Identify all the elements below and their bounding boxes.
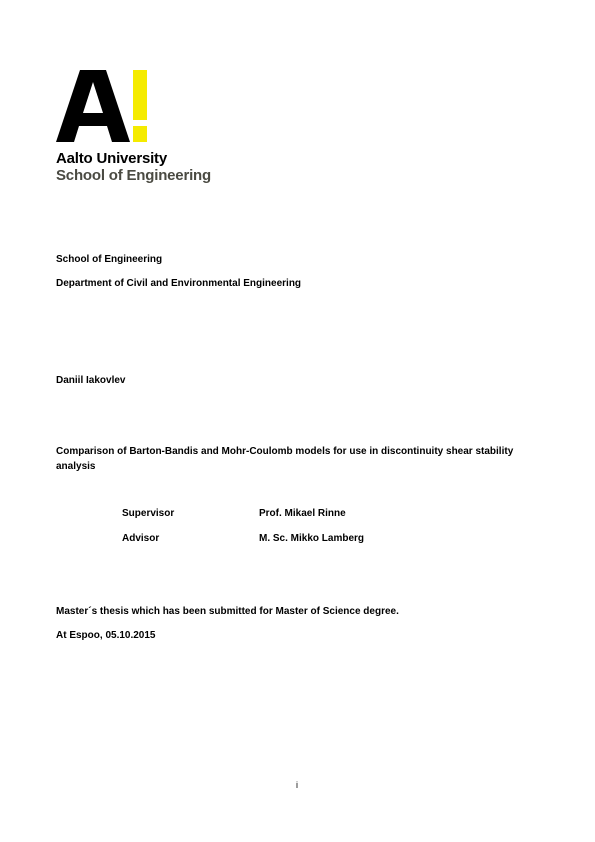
department-label: Department of Civil and Environmental Engineering <box>56 278 302 289</box>
logo-exclamation-dot <box>133 126 147 142</box>
school-label: School of Engineering <box>56 254 163 265</box>
logo-exclamation-bar <box>133 70 147 120</box>
advisor-label: Advisor <box>122 533 160 544</box>
supervisor-label: Supervisor <box>122 508 175 519</box>
aalto-logo <box>56 70 156 142</box>
author-name: Daniil Iakovlev <box>56 375 126 386</box>
supervisor-name: Prof. Mikael Rinne <box>259 508 346 519</box>
school-name-header: School of Engineering <box>56 167 211 184</box>
university-name: Aalto University <box>56 150 167 167</box>
advisor-name: M. Sc. Mikko Lamberg <box>259 533 365 544</box>
page-number: i <box>296 780 298 790</box>
submission-statement: Master´s thesis which has been submitted for Master of Science degree. <box>56 606 399 617</box>
thesis-title: Comparison of Barton-Bandis and Mohr-Coulomb models for use in discontinuity shear stability analysis <box>56 446 514 472</box>
place-date: At Espoo, 05.10.2015 <box>56 630 156 641</box>
